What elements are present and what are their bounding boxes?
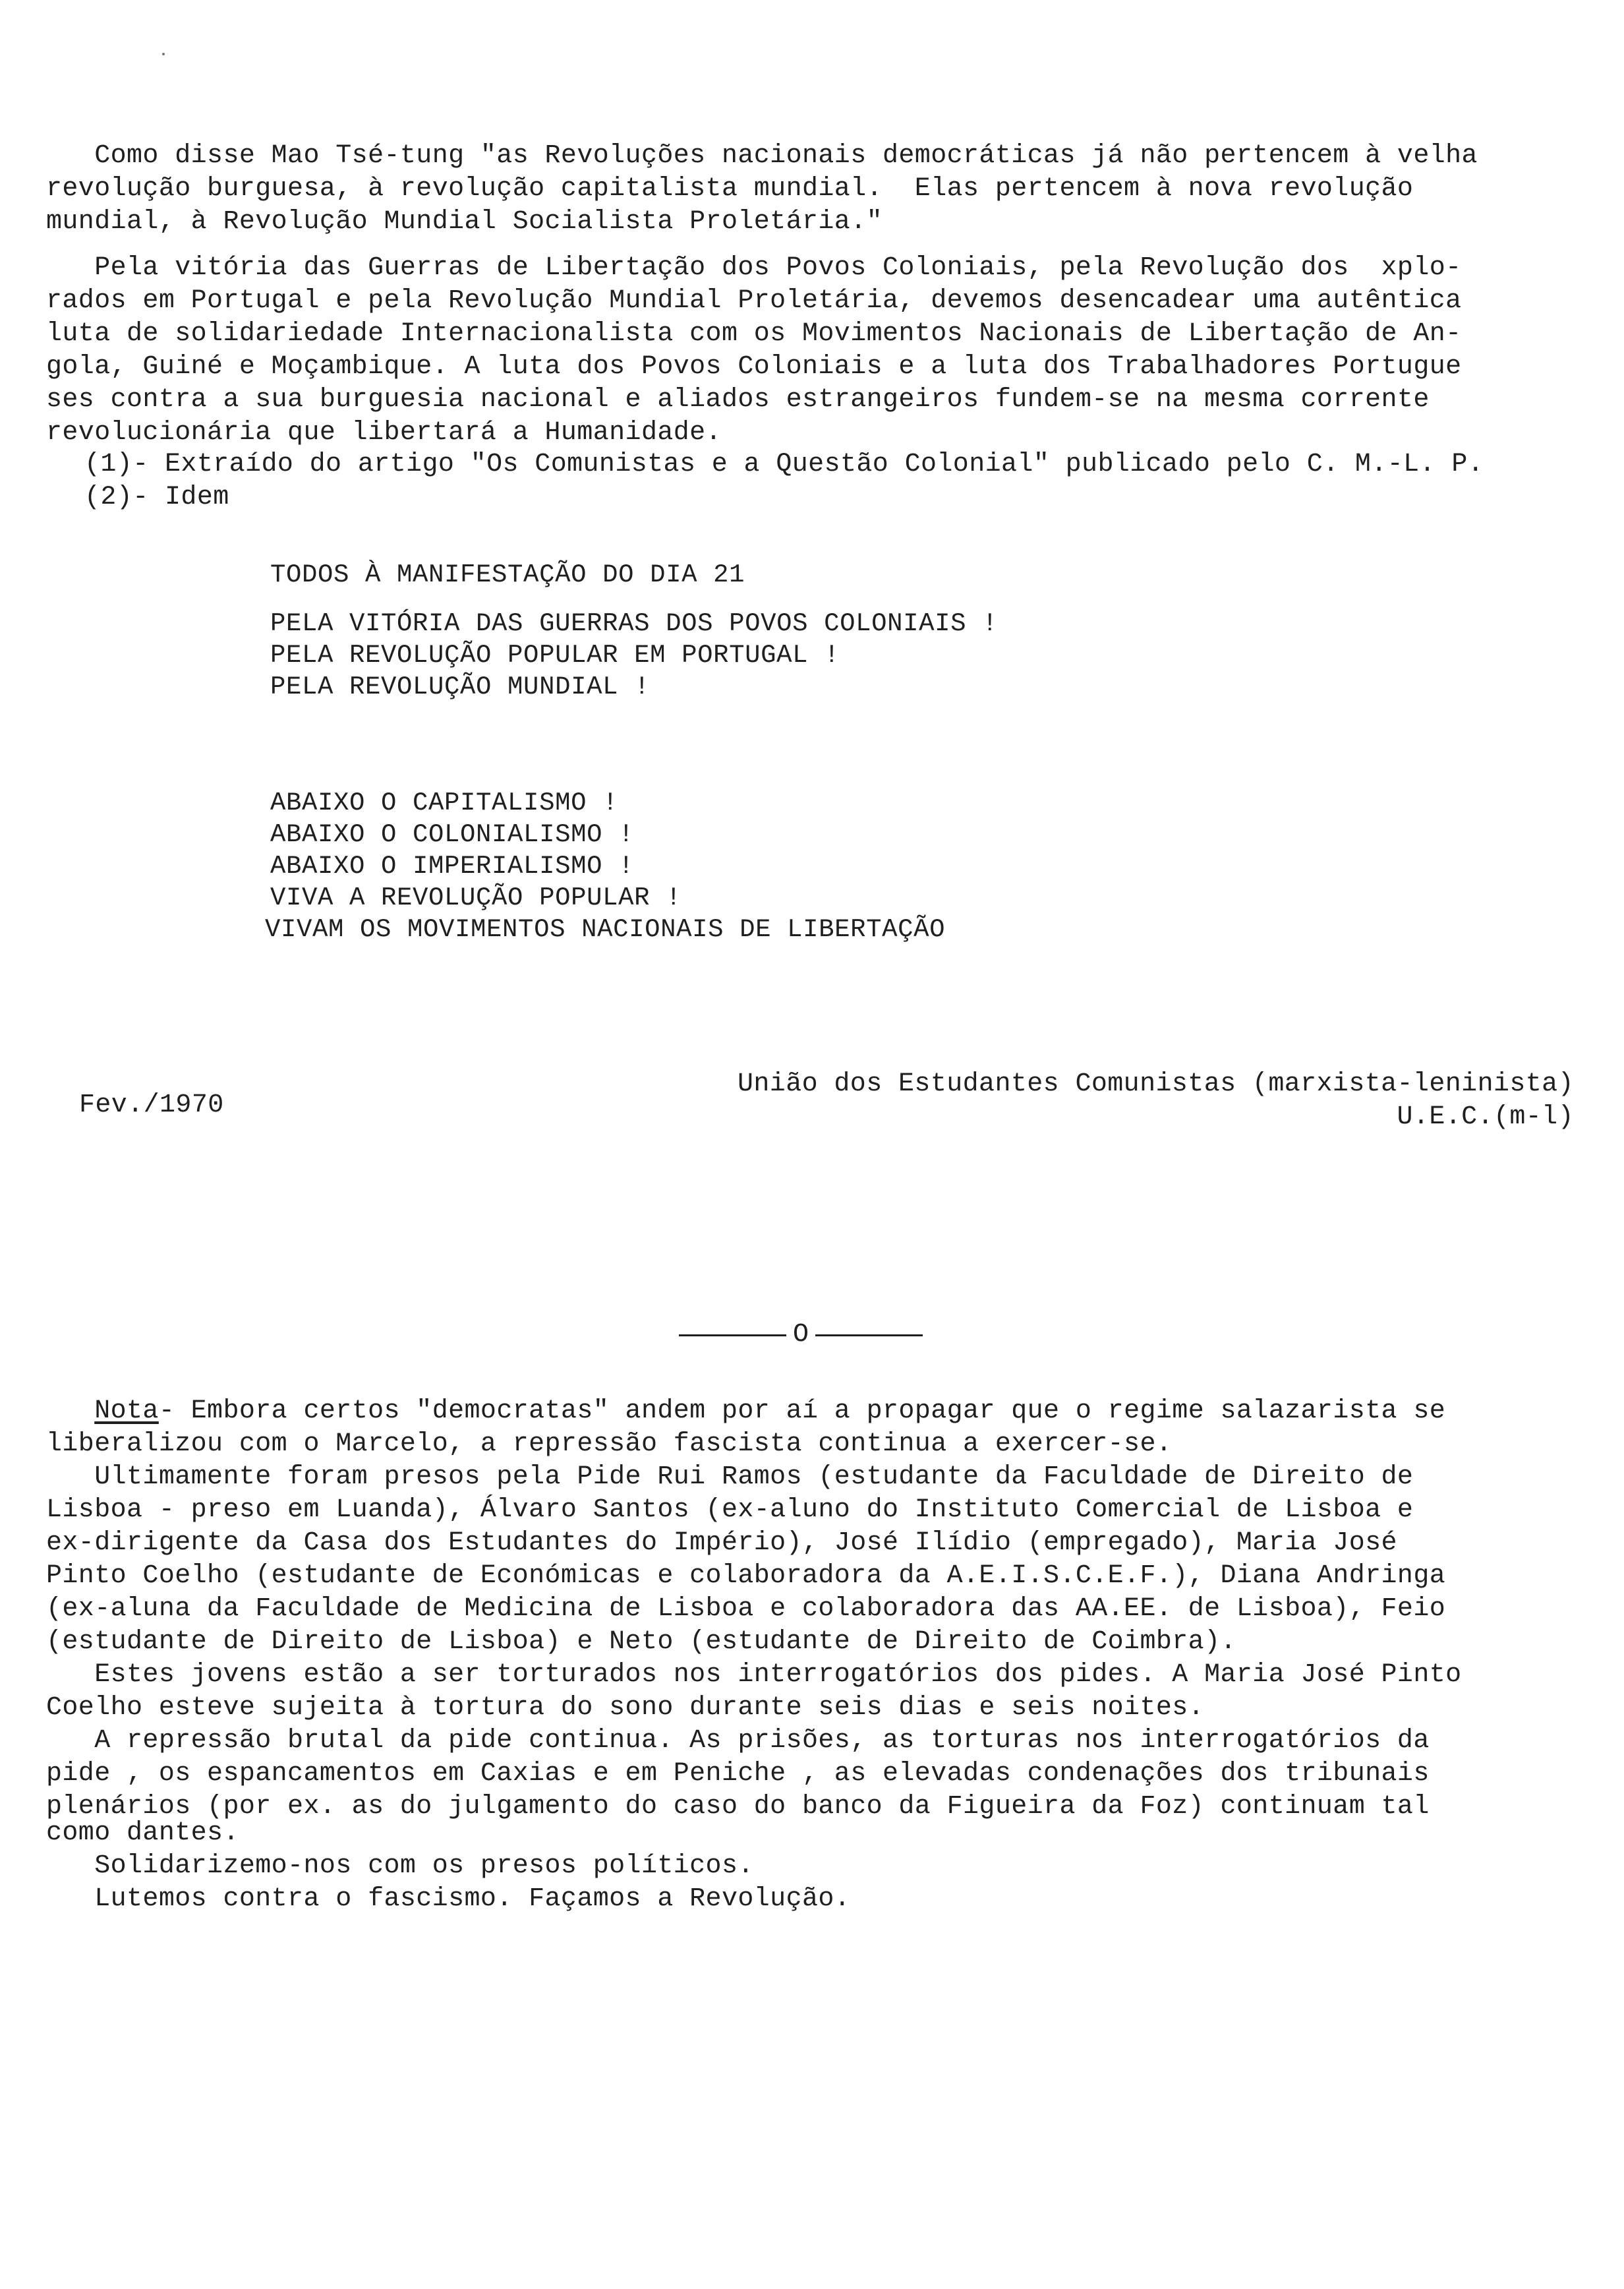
note-line: Coelho esteve sujeita à tortura do sono durante seis dias e seis noites. — [46, 1693, 1205, 1723]
footnote: (2)- Idem — [84, 483, 229, 512]
slogan: ABAIXO O COLONIALISMO ! — [270, 820, 635, 849]
note-line: Estes jovens estão a ser torturados nos interrogatórios dos pides. A Maria José Pinto — [46, 1660, 1462, 1690]
note-line: Ultimamente foram presos pela Pide Rui Ramos (estudante da Faculdade de Direito de — [46, 1462, 1414, 1492]
note-line: Pinto Coelho (estudante de Económicas e colaboradora da A.E.I.S.C.E.F.), Diana Andringa — [46, 1561, 1446, 1591]
text-line: ses contra a sua burguesia nacional e aliados estrangeiros fundem-se na mesma corrente — [46, 385, 1430, 415]
note-line: liberalizou com o Marcelo, a repressão fascista continua a exercer-se. — [46, 1429, 1173, 1459]
note-line: (ex-aluna da Faculdade de Medicina de Lisboa e colaboradora das AA.EE. de Lisboa), Feio — [46, 1594, 1446, 1624]
section-divider — [679, 1319, 923, 1352]
note-line: Solidarizemo-nos com os presos políticos. — [46, 1851, 754, 1881]
footnote: (1)- Extraído do artigo "Os Comunistas e a Questão Colonial" publicado pelo C. M.-L. P. — [84, 450, 1484, 479]
note-line: plenários (por ex. as do julgamento do caso do banco da Figueira da Foz) continuam tal — [46, 1792, 1430, 1822]
text-line: rados em Portugal e pela Revolução Mundial Proletária, devemos desencadear uma autêntica — [46, 286, 1462, 316]
note-first-line — [46, 1395, 1445, 1428]
text-line: revolucionária que libertará a Humanidade. — [46, 418, 722, 448]
slogan: TODOS À MANIFESTAÇÃO DO DIA 21 — [270, 560, 745, 589]
text-line: gola, Guiné e Moçambique. A luta dos Povos Coloniais e a luta dos Trabalhadores Portugue — [46, 352, 1462, 382]
note-line: Lutemos contra o fascismo. Façamos a Revolução. — [46, 1884, 851, 1914]
slogan: ABAIXO O IMPERIALISMO ! — [270, 852, 635, 881]
organization-abbreviation: U.E.C.(m-l) — [1397, 1102, 1574, 1132]
speck — [162, 53, 165, 55]
divider-mark: O — [793, 1320, 809, 1350]
slogan: PELA REVOLUÇÃO POPULAR EM PORTUGAL ! — [270, 641, 840, 670]
text-line: revolução burguesa, à revolução capitalista mundial. Elas pertencem à nova revolução — [46, 174, 1414, 204]
organization-name: União dos Estudantes Comunistas (marxista-leninista) — [737, 1069, 1574, 1099]
divider-rule — [815, 1334, 923, 1336]
slogan: VIVA A REVOLUÇÃO POPULAR ! — [270, 883, 682, 912]
text-line: Pela vitória das Guerras de Libertação dos Povos Coloniais, pela Revolução dos xplo- — [46, 253, 1462, 283]
note-line: pide , os espancamentos em Caxias e em Peniche , as elevadas condenações dos tribunais — [46, 1759, 1430, 1789]
document-date: Fev./1970 — [79, 1090, 224, 1120]
note-line: ex-dirigente da Casa dos Estudantes do Império), José Ilídio (empregado), Maria José — [46, 1528, 1397, 1558]
note-line: como dantes. — [46, 1818, 239, 1848]
slogan: VIVAM OS MOVIMENTOS NACIONAIS DE LIBERTAÇÃO — [265, 915, 946, 944]
divider-rule — [679, 1334, 786, 1336]
slogan: ABAIXO O CAPITALISMO ! — [270, 788, 619, 818]
note-line: A repressão brutal da pide continua. As prisões, as torturas nos interrogatórios da — [46, 1726, 1430, 1756]
note-line: (estudante de Direito de Lisboa) e Neto (estudante de Direito de Coimbra). — [46, 1627, 1236, 1657]
note-text: - Embora certos "democratas" andem por aí a propagar que o regime salazarista se — [158, 1396, 1446, 1426]
note-line: Lisboa - preso em Luanda), Álvaro Santos (ex-aluno do Instituto Comercial de Lisboa e — [46, 1495, 1414, 1525]
text-line: mundial, à Revolução Mundial Socialista Proletária." — [46, 207, 883, 237]
slogan: PELA REVOLUÇÃO MUNDIAL ! — [270, 672, 651, 701]
text-line: Como disse Mao Tsé-tung "as Revoluções nacionais democráticas já não pertencem à velha — [46, 141, 1478, 171]
text-line: luta de solidariedade Internacionalista com os Movimentos Nacionais de Libertação de An- — [46, 319, 1462, 349]
note-label: Nota — [94, 1396, 159, 1426]
slogan: PELA VITÓRIA DAS GUERRAS DOS POVOS COLONIAIS ! — [270, 609, 999, 638]
